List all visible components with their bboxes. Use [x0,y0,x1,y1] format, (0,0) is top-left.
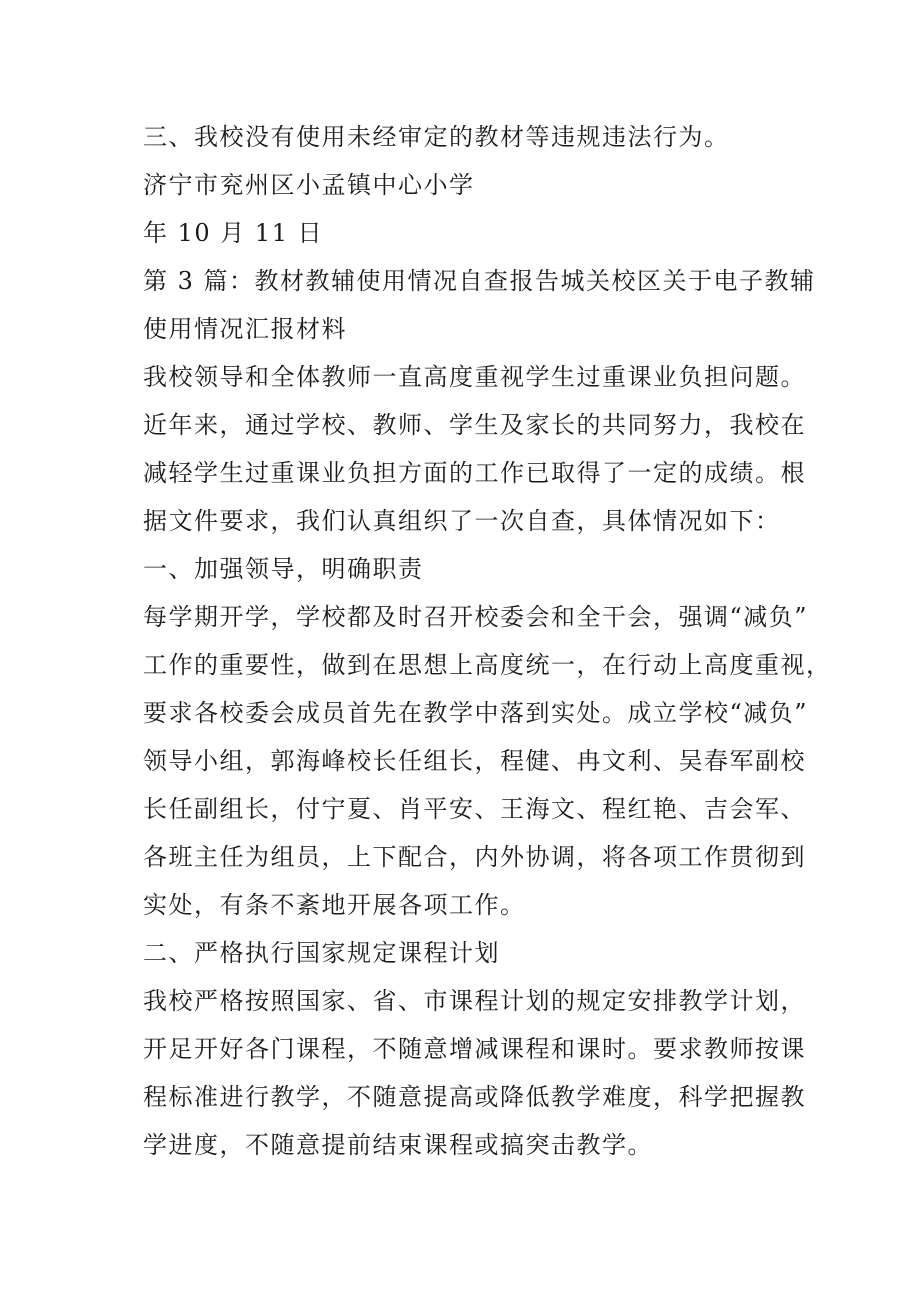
text-line-17: 实处，有条不紊地开展各项工作。 [143,891,526,919]
text-line-20: 开足开好各门课程，不随意增减课程和课时。要求教师按课 [143,1035,806,1063]
text-line-2: 济宁市兖州区小孟镇中心小学 [143,171,475,199]
text-line-8: 减轻学生过重课业负担方面的工作已取得了一定的成绩。根 [143,459,806,487]
text-line-12: 工作的重要性，做到在思想上高度统一，在行动上高度重视， [143,651,832,679]
text-line-22: 学进度，不随意提前结束课程或搞突击教学。 [143,1131,653,1159]
text-line-9: 据文件要求，我们认真组织了一次自查，具体情况如下： [143,507,781,535]
text-line-19: 我校严格按照国家、省、市课程计划的规定安排教学计划， [143,987,806,1015]
text-line-16: 各班主任为组员，上下配合，内外协调，将各项工作贯彻到 [143,843,806,871]
text-line-11: 每学期开学，学校都及时召开校委会和全干会，强调“减负” [143,603,809,631]
document-body [143,113,832,1169]
text-line-15: 长任副组长，付宁夏、肖平安、王海文、程红艳、吉会军、 [143,795,806,823]
text-line-3: 年 10 月 11 日 [143,219,324,247]
text-line-18: 二、严格执行国家规定课程计划 [143,939,500,967]
text-line-1: 三、我校没有使用未经审定的教材等违规违法行为。 [143,123,730,151]
text-line-7: 近年来，通过学校、教师、学生及家长的共同努力，我校在 [143,411,806,439]
text-line-10: 一、加强领导，明确职责 [143,555,424,583]
text-line-4: 第 3 篇：教材教辅使用情况自查报告城关校区关于电子教辅 [143,267,816,295]
text-line-14: 领导小组，郭海峰校长任组长，程健、冉文利、吴春军副校 [143,747,806,775]
text-line-13: 要求各校委会成员首先在教学中落到实处。成立学校“减负” [143,699,809,727]
text-line-6: 我校领导和全体教师一直高度重视学生过重课业负担问题。 [143,363,806,391]
text-line-5: 使用情况汇报材料 [143,315,347,343]
text-line-21: 程标准进行教学，不随意提高或降低教学难度，科学把握教 [143,1083,806,1111]
